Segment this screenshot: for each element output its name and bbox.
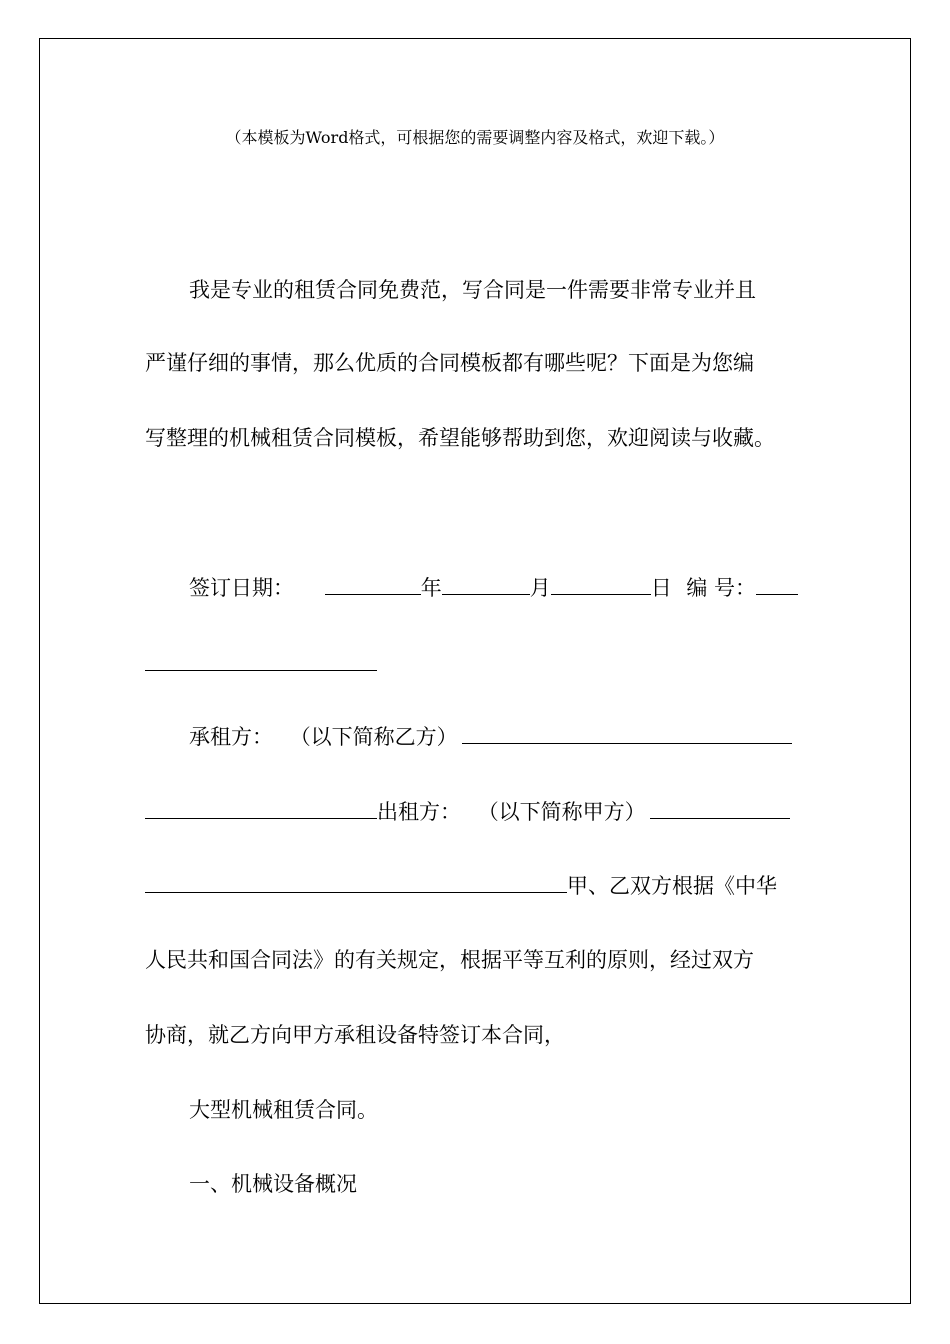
lessor-blank [650, 798, 790, 819]
lessor-row [145, 798, 790, 826]
sign-date-row [189, 574, 798, 602]
year-blank [325, 574, 421, 595]
lessee-row [189, 723, 792, 751]
number-label: 编 号： [686, 576, 757, 600]
lessee-label: 承租方： [189, 725, 273, 749]
month-blank [442, 574, 530, 595]
lessor-note: （以下简称甲方） [477, 800, 646, 824]
number-continuation-row [145, 650, 377, 678]
month-label: 月 [529, 576, 551, 600]
lessor-blank-continued [145, 872, 567, 893]
intro-line-1: 我是专业的租赁合同免费范，写合同是一件需要非常专业并且 [189, 278, 756, 302]
day-blank [551, 574, 651, 595]
body-line-2: 人民共和国合同法》的有关规定，根据平等互利的原则，经过双方 [145, 948, 754, 972]
section-1-heading: 一、机械设备概况 [189, 1172, 357, 1196]
template-note: （本模板为Word格式，可根据您的需要调整内容及格式，欢迎下载。） [225, 128, 725, 147]
sign-date-label: 签订日期： [189, 576, 294, 600]
number-blank [756, 574, 798, 595]
contract-title: 大型机械租赁合同。 [189, 1098, 378, 1122]
body-line-3: 协商，就乙方向甲方承租设备特签订本合同， [145, 1023, 565, 1047]
lessee-blank-continued [145, 798, 377, 819]
number-blank-continued [145, 650, 377, 671]
day-label: 日 [650, 576, 672, 600]
year-label: 年 [420, 576, 442, 600]
lessee-note: （以下简称乙方） [289, 725, 458, 749]
intro-line-3: 写整理的机械租赁合同模板，希望能够帮助到您，欢迎阅读与收藏。 [145, 426, 775, 450]
body-line-1-end: 甲、乙双方根据《中华 [567, 874, 777, 898]
lessor-label: 出租方： [377, 800, 461, 824]
lessee-blank [462, 723, 792, 744]
body-row-1 [145, 872, 777, 900]
intro-line-2: 严谨仔细的事情，那么优质的合同模板都有哪些呢？下面是为您编 [145, 351, 754, 375]
